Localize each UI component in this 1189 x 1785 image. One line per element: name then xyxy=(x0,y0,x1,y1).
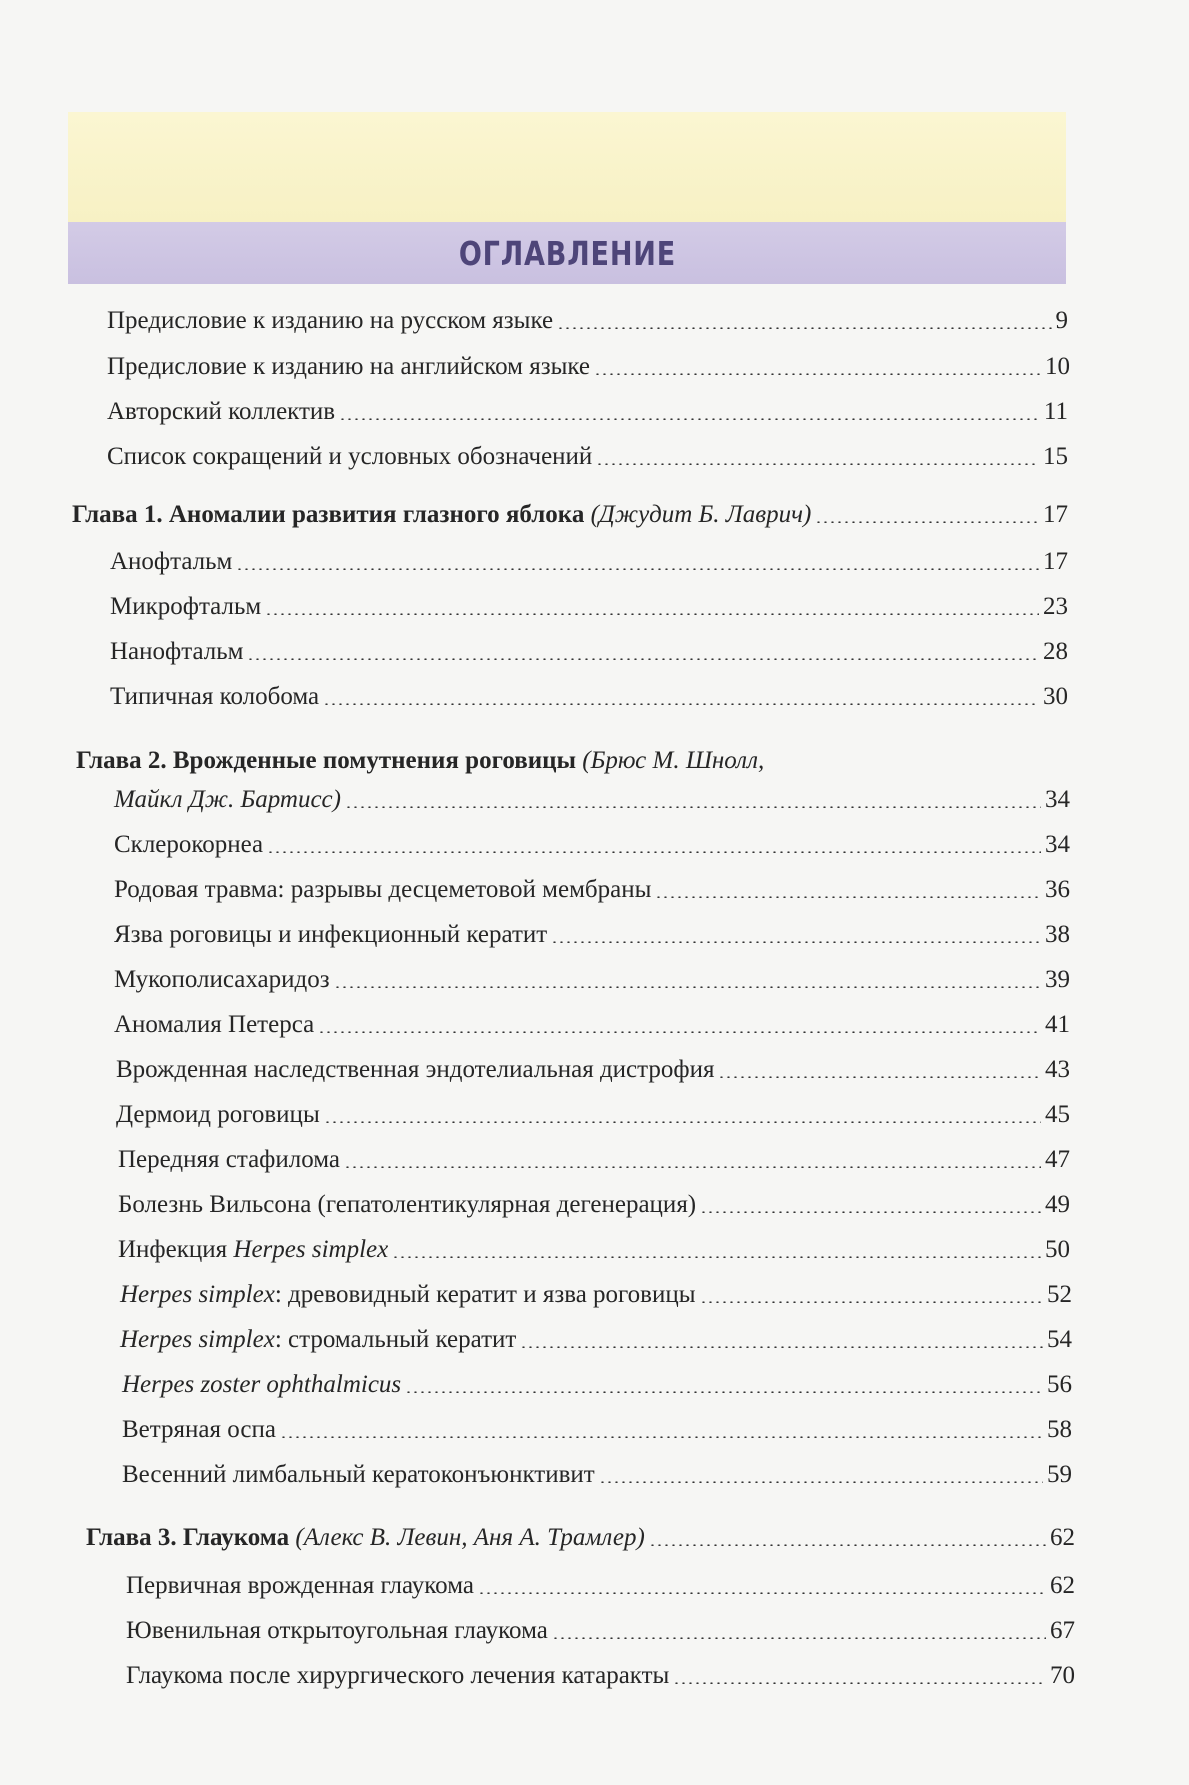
chapter-heading-2[interactable]: Глава 2. Врожденные помутнения роговицы (Брюс М. Шнолл, xyxy=(76,747,765,774)
toc-entry[interactable]: Мукополисахаридоз 39 xyxy=(114,966,1070,993)
leader-dots xyxy=(673,1682,1046,1684)
toc-entry[interactable]: Весенний лимбальный кератоконъюнктивит 59 xyxy=(122,1461,1072,1488)
leader-dots xyxy=(655,896,1041,898)
leader-dots xyxy=(815,521,1039,523)
leader-dots xyxy=(334,986,1041,988)
toc-entry[interactable]: Herpes simplex: стромальный кератит 54 xyxy=(120,1326,1072,1353)
leader-dots xyxy=(236,568,1039,570)
leader-dots xyxy=(596,463,1039,465)
toc-entry[interactable]: Авторский коллектив 11 xyxy=(107,398,1068,425)
leader-dots xyxy=(599,1481,1043,1483)
header-band xyxy=(68,112,1066,222)
toc-entry[interactable]: Микрофтальм 23 xyxy=(110,593,1068,620)
leader-dots xyxy=(478,1592,1046,1594)
leader-dots xyxy=(700,1301,1043,1303)
leader-dots xyxy=(318,1031,1041,1033)
toc-entry[interactable]: Склерокорнеа 34 xyxy=(114,831,1070,858)
toc-entry[interactable]: Болезнь Вильсона (гепатолентикулярная дегенерация) 49 xyxy=(118,1191,1070,1218)
leader-dots xyxy=(649,1544,1046,1546)
leader-dots xyxy=(551,941,1041,943)
toc-entry[interactable]: Ветряная оспа 58 xyxy=(122,1416,1072,1443)
toc-entry[interactable]: Ювенильная открытоугольная глаукома 67 xyxy=(126,1617,1075,1644)
toc-entry[interactable]: Типичная колобома 30 xyxy=(110,683,1068,710)
toc-entry[interactable]: Язва роговицы и инфекционный кератит 38 xyxy=(114,921,1070,948)
toc-entry[interactable]: Дермоид роговицы 45 xyxy=(116,1101,1070,1128)
toc-entry[interactable]: Нанофтальм 28 xyxy=(110,638,1068,665)
leader-dots xyxy=(247,658,1039,660)
toc-entry[interactable]: Глаукома после хирургического лечения катаракты 70 xyxy=(126,1662,1075,1689)
page-title: ОГЛАВЛЕНИЕ xyxy=(458,233,676,273)
leader-dots xyxy=(323,703,1039,705)
toc-entry[interactable]: Предисловие к изданию на английском языке 10 xyxy=(107,353,1070,380)
leader-dots xyxy=(345,806,1041,808)
toc-entry[interactable]: Аномалия Петерса 41 xyxy=(114,1011,1070,1038)
title-band xyxy=(68,222,1066,284)
leader-dots xyxy=(700,1211,1041,1213)
toc-entry[interactable]: Herpes simplex: древовидный кератит и язва роговицы 52 xyxy=(120,1281,1072,1308)
leader-dots xyxy=(324,1121,1041,1123)
leader-dots xyxy=(520,1346,1043,1348)
leader-dots xyxy=(339,418,1040,420)
leader-dots xyxy=(594,373,1041,375)
leader-dots xyxy=(344,1166,1041,1168)
leader-dots xyxy=(265,613,1039,615)
leader-dots xyxy=(392,1256,1041,1258)
toc-entry[interactable]: Список сокращений и условных обозначений 15 xyxy=(107,443,1068,470)
leader-dots xyxy=(280,1436,1043,1438)
toc-entry[interactable]: Инфекция Herpes simplex 50 xyxy=(118,1236,1070,1263)
toc-entry[interactable]: Родовая травма: разрывы десцеметовой мембраны 36 xyxy=(114,876,1070,903)
toc-entry[interactable]: Передняя стафилома 47 xyxy=(118,1146,1070,1173)
chapter-heading-2-cont[interactable]: Майкл Дж. Бартисс) 34 xyxy=(114,786,1070,813)
leader-dots xyxy=(405,1391,1043,1393)
chapter-heading-1[interactable]: Глава 1. Аномалии развития глазного яблока (Джудит Б. Лаврич) 17 xyxy=(72,501,1068,528)
chapter-heading-3[interactable]: Глава 3. Глаукома (Алекс В. Левин, Аня А. Трамлер) 62 xyxy=(86,1524,1075,1551)
leader-dots xyxy=(557,327,1051,329)
toc-entry[interactable]: Анофтальм 17 xyxy=(110,548,1068,575)
leader-dots xyxy=(267,851,1041,853)
leader-dots xyxy=(718,1076,1041,1078)
toc-entry[interactable]: Herpes zoster ophthalmicus 56 xyxy=(122,1371,1072,1398)
leader-dots xyxy=(552,1637,1046,1639)
toc-entry[interactable]: Врожденная наследственная эндотелиальная дистрофия 43 xyxy=(116,1056,1070,1083)
toc-entry[interactable]: Первичная врожденная глаукома 62 xyxy=(126,1572,1075,1599)
toc-entry[interactable]: Предисловие к изданию на русском языке 9 xyxy=(107,307,1068,334)
